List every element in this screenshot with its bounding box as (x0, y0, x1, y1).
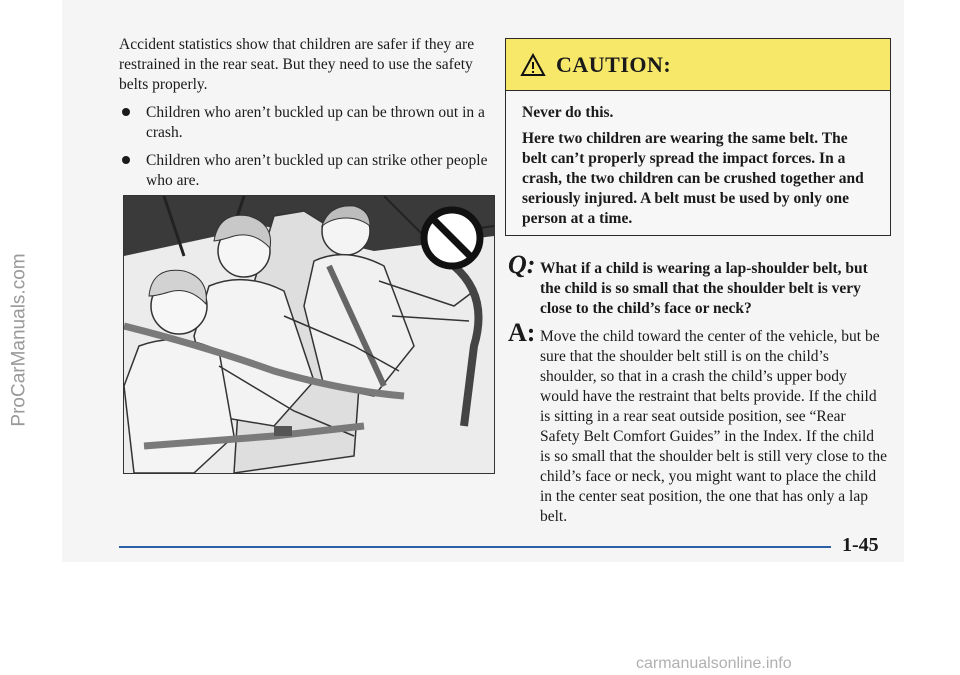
bottom-watermark: carmanualsonline.info (636, 655, 792, 672)
warning-triangle-icon (520, 53, 546, 77)
bullet-dot-icon (122, 108, 130, 116)
answer-block (508, 318, 888, 527)
caution-title: CAUTION: (556, 51, 672, 77)
illustration-drawing (124, 196, 494, 473)
bullet-dot-icon (122, 156, 130, 164)
caution-box (505, 38, 891, 236)
intro-paragraph: Accident statistics show that children are safer if they are restrained in the rear seat. But they need to use the safety belts properly. (119, 36, 475, 93)
prohibited-sign-icon (424, 210, 480, 266)
question-marker: Q: (508, 250, 536, 279)
bullet-text: Children who aren’t buckled up can be thrown out in a crash. (146, 104, 485, 141)
caution-line: Never do this. (522, 104, 614, 121)
caution-header (506, 39, 890, 91)
question-text: What if a child is wearing a lap-shoulder belt, but the child is so small that the shoulder belt is very close to the child’s face or neck? (540, 260, 868, 317)
footer-rule (119, 546, 831, 548)
caution-line: Here two children are wearing the same belt. The belt can’t properly spread the impact forces. In a crash, the two children can be crushed together and seriously injured. A belt must be used by only one person at a time. (522, 130, 864, 227)
answer-marker: A: (508, 318, 536, 347)
caution-body (506, 91, 890, 229)
side-watermark-text: ProCarManuals.com (9, 253, 31, 427)
bullet-list (119, 103, 499, 191)
side-watermark (6, 170, 34, 510)
two-children-one-belt-illustration (123, 195, 495, 474)
bullet-item (119, 103, 499, 143)
left-column (119, 35, 499, 199)
bullet-item (119, 151, 499, 191)
page-number: 1-45 (842, 534, 879, 556)
question-block (508, 250, 888, 319)
bullet-text: Children who aren’t buckled up can strike other people who are. (146, 152, 488, 189)
answer-text: Move the child toward the center of the vehicle, but be sure that the shoulder belt still is on the child’s shoulder, so that in a crash the child’s upper body would have the restraint that belts provide. If the child is sitting in a rear seat outside position, see “Rear Safety Belt Comfort Guides” in the Index. If the child is so small that the shoulder belt is still very close to the child’s face or neck, you might want to place the child in the center seat position, the one that has only a lap belt. (540, 328, 887, 525)
